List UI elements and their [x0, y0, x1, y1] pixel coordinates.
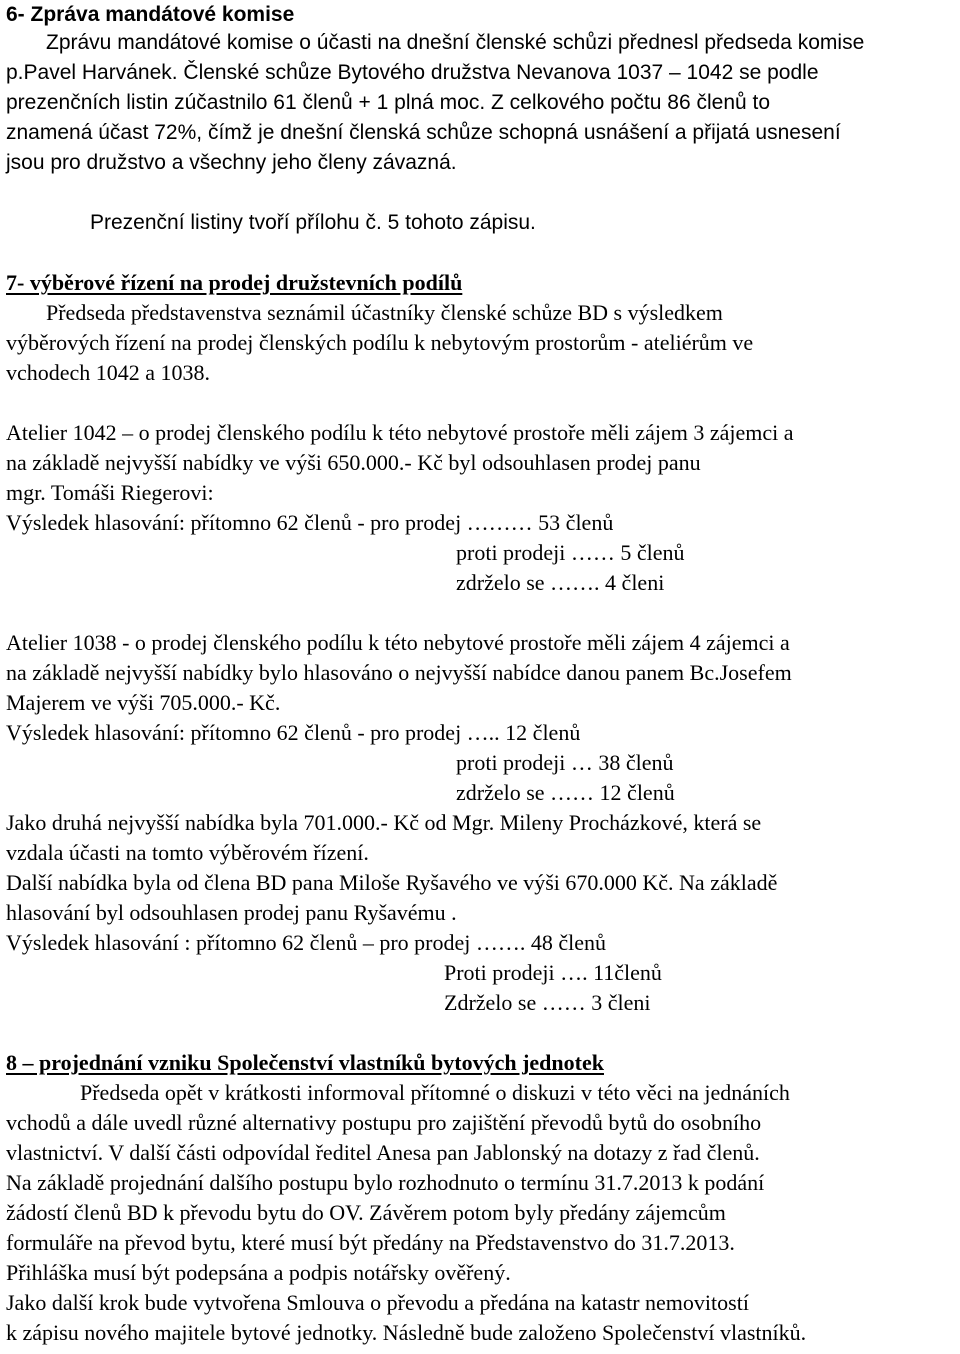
atelier-1042-line-2: na základě nejvyšší nabídky ve výši 650.000.- Kč byl odsouhlasen prodej panu: [6, 450, 701, 475]
atelier-1042-line-1: Atelier 1042 – o prodej členského podílu k této nebytové prostoře měli zájem 3 zájemci a: [6, 420, 794, 445]
atelier-1042-line-3: mgr. Tomáši Riegerovi:: [6, 480, 214, 505]
section-8-line-9: k zápisu nového majitele bytové jednotky. Následně bude založeno Společenství vlastníků.: [6, 1320, 807, 1345]
vote-1-abstain: zdrželo se ……. 4 členi: [456, 570, 665, 595]
section-8-line-7: Přihláška musí být podepsána a podpis notářsky ověřený.: [6, 1260, 511, 1285]
section-8-line-5: žádostí členů BD k převodu bytu do OV. Závěrem potom byly předány zájemcům: [6, 1200, 726, 1225]
after-line-1: Jako druhá nejvyšší nabídka byla 701.000.- Kč od Mgr. Mileny Procházkové, která se: [6, 810, 762, 835]
section-8-line-3: vlastnictví. V další části odpovídal ředitel Anesa pan Jablonský na dotazy z řad členů.: [6, 1140, 760, 1165]
after-line-3: Další nabídka byla od člena BD pana Miloše Ryšavého ve výši 670.000 Kč. Na základě: [6, 870, 778, 895]
section-7-intro-1: Předseda představenstva seznámil účastníky členské schůze BD s výsledkem: [46, 300, 723, 325]
atelier-1038-line-3: Majerem ve výši 705.000.- Kč.: [6, 690, 281, 715]
section-7-intro-2: výběrových řízení na prodej členských podílu k nebytovým prostorům - ateliérům ve: [6, 330, 754, 355]
section-8-line-1: Předseda opět v krátkosti informoval přítomné o diskuzi v této věci na jednáních: [80, 1080, 790, 1105]
section-6-line-1: Zprávu mandátové komise o účasti na dnešní členské schůzi přednesl předseda komise: [46, 31, 865, 54]
section-6-heading: 6- Zpráva mandátové komise: [6, 3, 295, 26]
vote-1-against: proti prodeji …… 5 členů: [456, 540, 685, 565]
section-7-heading: 7- výběrové řízení na prodej družstevních podílů: [6, 270, 463, 295]
vote-3-abstain: Zdrželo se …… 3 členi: [444, 990, 651, 1015]
section-6-line-5: jsou pro družstvo a všechny jeho členy závazná.: [6, 151, 457, 174]
section-8-line-2: vchodů a dále uvedl různé alternativy postupu pro zajištění převodů bytů do osobního: [6, 1110, 762, 1135]
atelier-1038-line-2: na základě nejvyšší nabídky bylo hlasováno o nejvyšší nabídce danou panem Bc.Josefem: [6, 660, 792, 685]
section-6-line-4: znamená účast 72%, čímž je dnešní členská schůze schopná usnášení a přijatá usnesení: [6, 121, 841, 144]
section-6-line-3: prezenčních listin zúčastnilo 61 členů + 1 plná moc. Z celkového počtu 86 členů to: [6, 91, 771, 114]
attachment-note: Prezenční listiny tvoří přílohu č. 5 tohoto zápisu.: [90, 211, 536, 234]
atelier-1038-line-1: Atelier 1038 - o prodej členského podílu k této nebytové prostoře měli zájem 4 zájemci a: [6, 630, 790, 655]
section-8-heading: 8 – projednání vzniku Společenství vlastníků bytových jednotek: [6, 1050, 604, 1075]
section-7-intro-3: vchodech 1042 a 1038.: [6, 360, 211, 385]
vote-1-result: Výsledek hlasování: přítomno 62 členů - pro prodej ……… 53 členů: [6, 510, 614, 535]
vote-3-against: Proti prodeji …. 11členů: [444, 960, 662, 985]
section-6-line-2: p.Pavel Harvánek. Členské schůze Bytového družstva Nevanova 1037 – 1042 se podle: [6, 61, 819, 84]
section-8-line-8: Jako další krok bude vytvořena Smlouva o převodu a předána na katastr nemovitostí: [6, 1290, 749, 1315]
vote-2-against: proti prodeji … 38 členů: [456, 750, 674, 775]
after-line-2: vzdala účasti na tomto výběrovém řízení.: [6, 840, 369, 865]
vote-2-result: Výsledek hlasování: přítomno 62 členů - pro prodej ….. 12 členů: [6, 720, 581, 745]
vote-3-result: Výsledek hlasování : přítomno 62 členů – pro prodej ……. 48 členů: [6, 930, 606, 955]
section-8-line-6: formuláře na převod bytu, které musí být předány na Představenstvo do 31.7.2013.: [6, 1230, 735, 1255]
after-line-4: hlasování byl odsouhlasen prodej panu Ryšavému .: [6, 900, 457, 925]
section-8-line-4: Na základě projednání dalšího postupu bylo rozhodnuto o termínu 31.7.2013 k podání: [6, 1170, 765, 1195]
vote-2-abstain: zdrželo se …… 12 členů: [456, 780, 675, 805]
